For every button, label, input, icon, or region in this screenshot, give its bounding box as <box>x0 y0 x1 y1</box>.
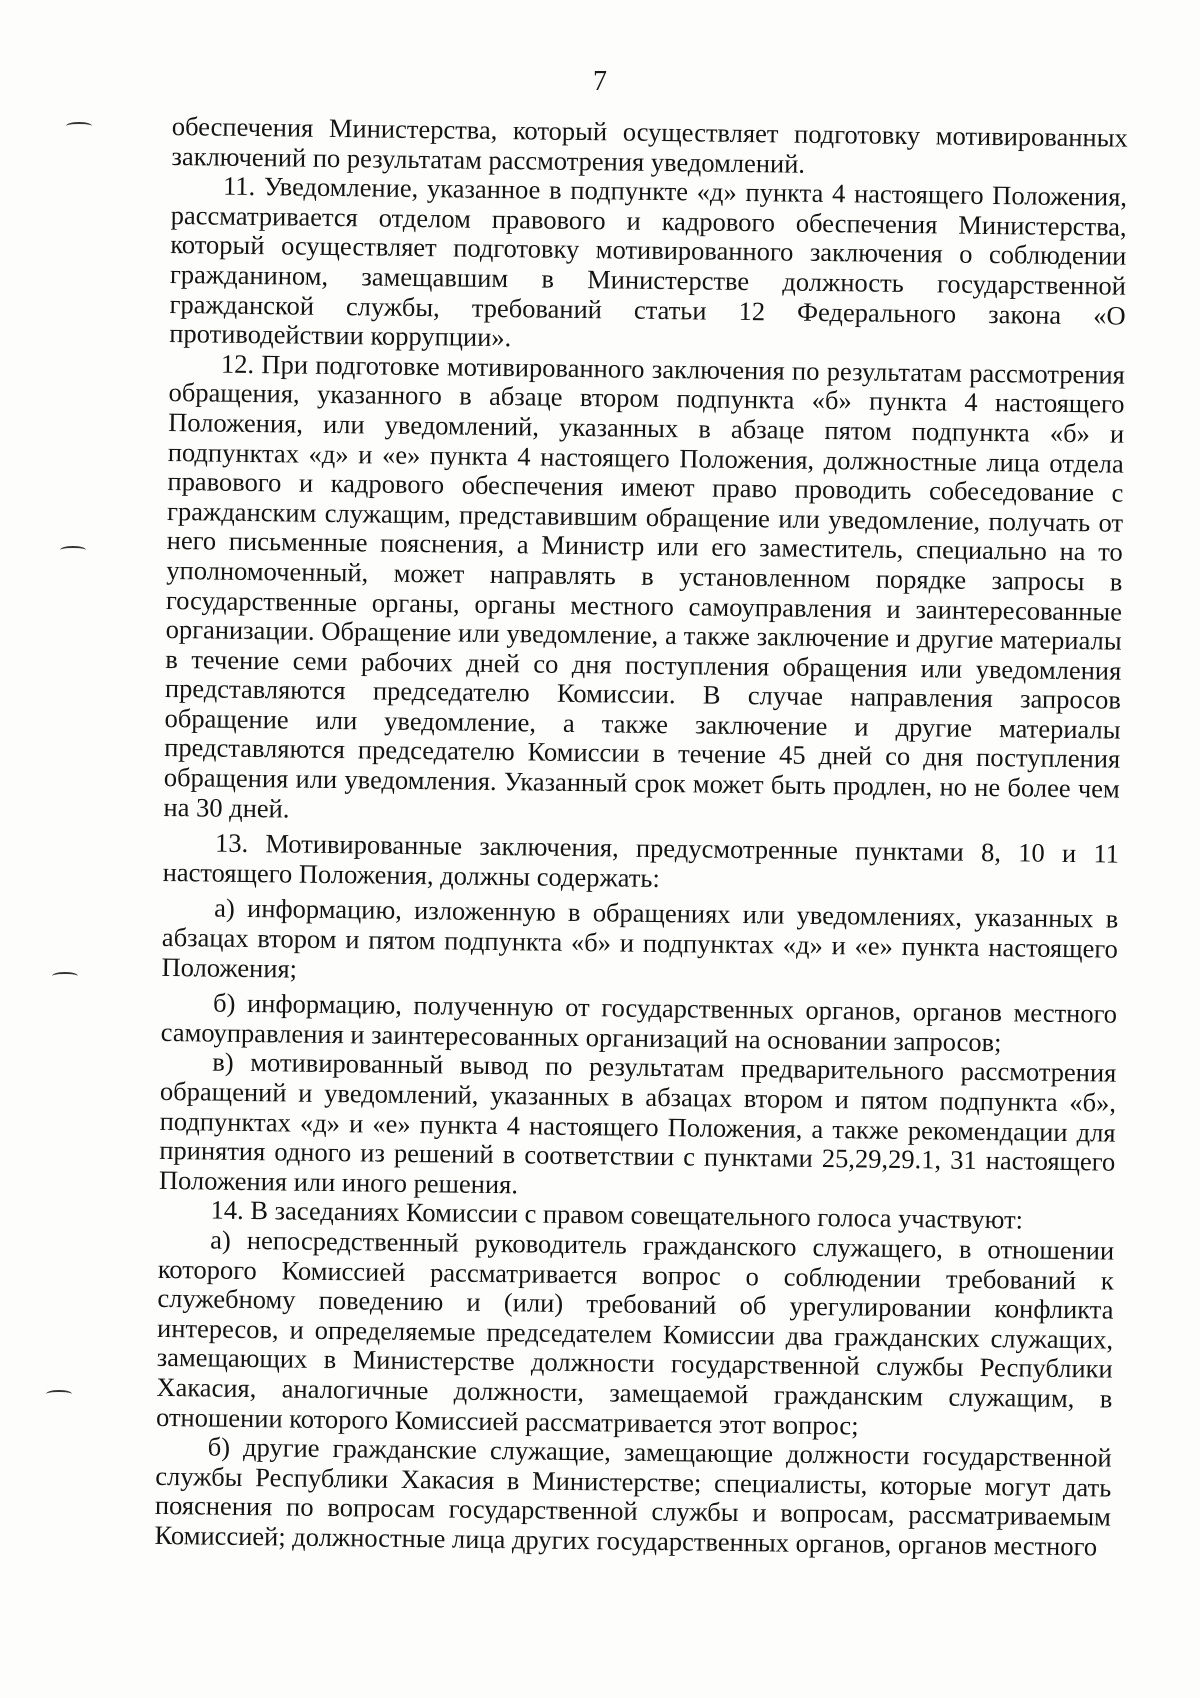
paragraph-13-a: а) информацию, изложенную в обращениях или уведомлениях, указанных в абзацах втором и пятом подпункта «б» и подпунктах «д» и «е» пункта настоящего Положения; <box>161 893 1119 984</box>
paragraph-14-b: б) другие гражданские служащие, замещающие должности государственной службы Республики Хакасия в Министерстве; специалисты, которые могут дать пояснения по вопросам государственной службы и вопросам, рассматриваемым Комиссией; должностные лица других государственных органов, органов местного <box>154 1431 1112 1562</box>
paragraph-14: 14. В заседаниях Комиссии с правом совещательного голоса участвуют: <box>210 1194 1024 1235</box>
paragraph-11: 11. Уведомление, указанное в подпункте «д» пункта 4 настоящего Положения, рассматривается отделом правового и кадрового обеспечения Министерства, который осуществляет подготовку мотивированного заключения о соблюдении гражданином, замещавшим в Министерстве должность государственной гражданской службы, требований статьи 12 Федерального закона «О противодействии коррупции». <box>169 170 1128 353</box>
paragraph-13-v: в) мотивированный вывод по результатам предварительного рассмотрения обращений и уведомлений, указанных в абзацах втором и пятом подпункта «б», подпунктах «д» и «е» пункта 4 настоящего Положения, а также рекомендации для принятия одного из решений в соответствии с пунктами 25,29,29.1, 31 настоящего Положения или иного решения. <box>158 1046 1117 1200</box>
margin-mark <box>52 972 78 980</box>
margin-mark <box>46 1390 72 1398</box>
paragraph-12: 12. При подготовке мотивированного заключения по результатам рассмотрения обращения, указанного в абзаце втором подпункта «б» пункта 4 настоящего Положения, или уведомлений, указанных в абзаце пятом подпункта «б» и подпунктах «д» и «е» пункта 4 настоящего Положения, должностные лица отдела правового и кадрового обеспечения имеют право проводить собеседование с гражданским служащим, представившим обращение или уведомление, получать от него письменные пояснения, а Министр или его заместитель, специально на то уполномоченный, может направлять в установленном порядке запросы в государственные органы, органы местного самоуправления и заинтересованные организации. Обращение или уведомление, а также заключение и другие материалы в течение семи рабочих дней со дня поступления обращения или уведомления представляются председателю Комиссии. В случае направления запросов обращение или уведомление, а также заключение и другие материалы представляются председателю Комиссии в течение 45 дней со дня поступления обращения или уведомления. Указанный срок может быть продлен, но не более чем на 30 дней. <box>163 348 1126 824</box>
paragraph-continuation: обеспечения Министерства, который осуществляет подготовку мотивированных заключений по результатам рассмотрения уведомлений. <box>171 111 1128 179</box>
document-body <box>154 112 1128 1562</box>
page-number: 7 <box>593 66 607 97</box>
paragraph-14-a: а) непосредственный руководитель гражданского служащего, в отношении которого Комиссией рассматривается вопрос о соблюдении требований к служебному поведению и (или) требований об урегулировании конфликта интересов, и определяемые председателем Комиссии два гражданских служащих, замещающих в Министерстве должности государственной службы Республики Хакасия, аналогичные должности, замещаемой гражданским служащим, в отношении которого Комиссией рассматривается этот вопрос; <box>155 1224 1115 1441</box>
paragraph-13: 13. Мотивированные заключения, предусмотренные пунктами 8, 10 и 11 настоящего Положения, должны содержать: <box>162 827 1120 893</box>
paragraph-13-b: б) информацию, полученную от государственных органов, органов местного самоуправления и заинтересованных организаций на основании запросов; <box>160 987 1118 1058</box>
margin-mark <box>66 122 92 130</box>
margin-mark <box>60 546 86 554</box>
